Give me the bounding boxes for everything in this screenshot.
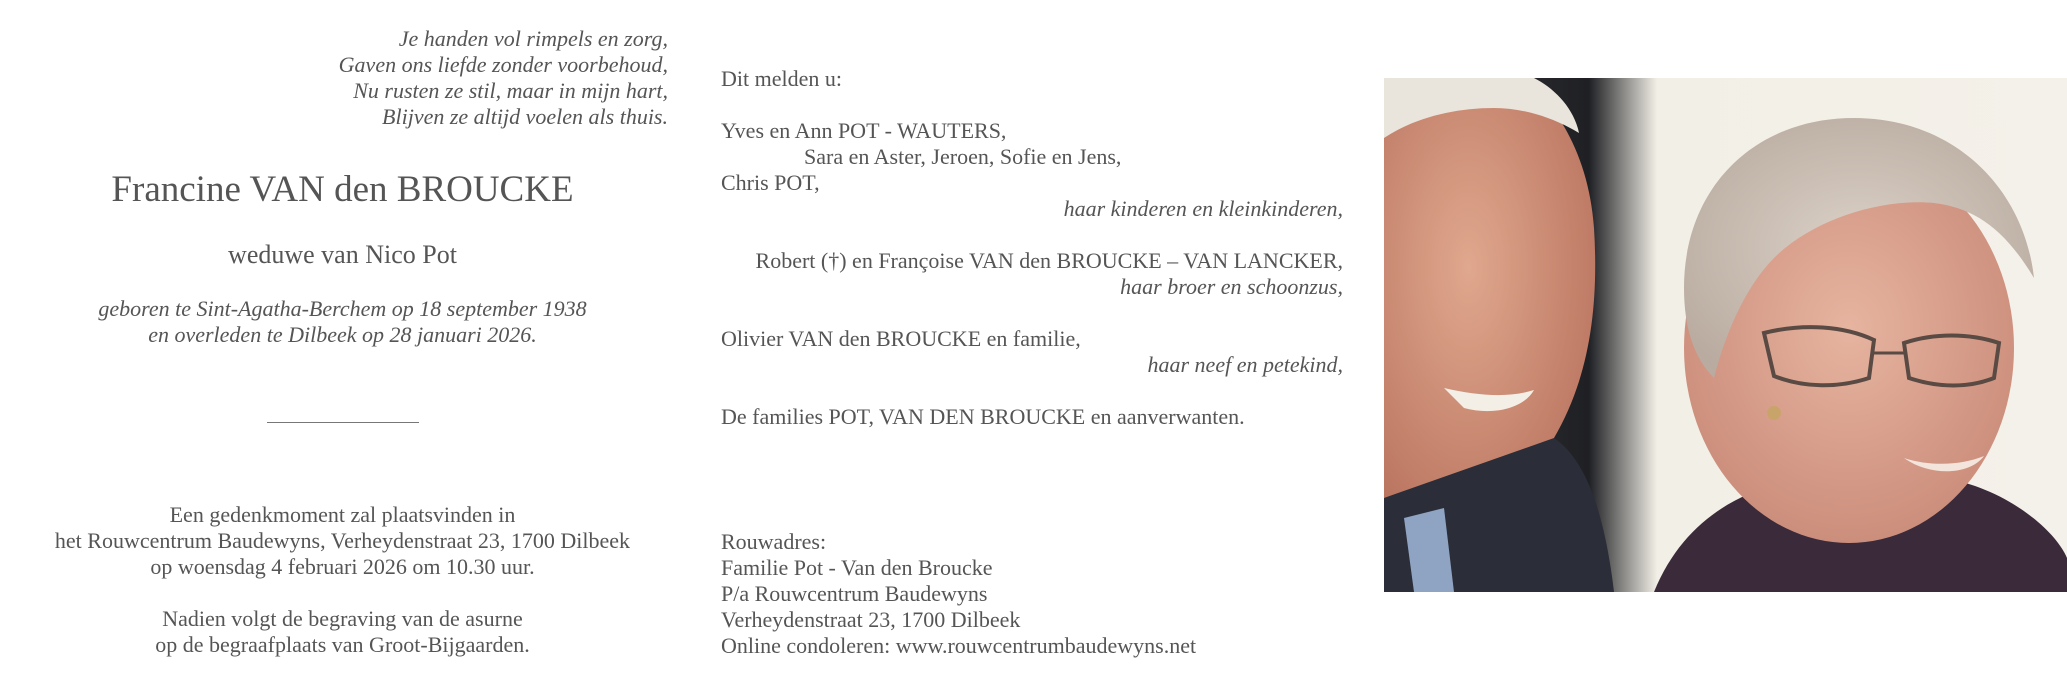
poem-line: Gaven ons liefde zonder voorbehoud,	[338, 52, 668, 77]
ceremony-line: op woensdag 4 februari 2026 om 10.30 uur.	[150, 554, 535, 579]
children-line: Chris POT,	[721, 170, 820, 195]
announcement	[721, 66, 1343, 430]
children-line: Yves en Ann POT - WAUTERS,	[721, 118, 1007, 143]
poem-line: Blijven ze altijd voelen als thuis.	[382, 104, 668, 129]
widow-of: weduwe van Nico Pot	[228, 240, 457, 269]
nephew-role: haar neef en petekind,	[1147, 352, 1343, 377]
poem	[339, 26, 668, 130]
children-role: haar kinderen en kleinkinderen,	[1063, 196, 1343, 221]
address-line: Verheydenstraat 23, 1700 Dilbeek	[721, 607, 1021, 632]
ceremony-line: het Rouwcentrum Baudewyns, Verheydenstraat 23, 1700 Dilbeek	[54, 528, 631, 553]
ceremony-info	[0, 502, 685, 658]
poem-line: Nu rusten ze stil, maar in mijn hart,	[353, 78, 668, 103]
left-column	[0, 0, 690, 689]
address-line: Rouwadres:	[721, 529, 827, 554]
ceremony-line: Een gedenkmoment zal plaatsvinden in	[169, 502, 516, 527]
nephew-line: Olivier VAN den BROUCKE en familie,	[721, 326, 1081, 351]
portrait-photo	[1384, 78, 2067, 592]
poem-line: Je handen vol rimpels en zorg,	[398, 26, 668, 51]
mourning-address	[721, 529, 1343, 659]
address-line: P/a Rouwcentrum Baudewyns	[721, 581, 988, 606]
birth-line: geboren te Sint-Agatha-Berchem op 18 september 1938	[98, 296, 587, 321]
sibling-line: Robert (†) en Françoise VAN den BROUCKE – VAN LANCKER,	[755, 248, 1343, 273]
burial-line: Nadien volgt de begraving van de asurne	[162, 606, 523, 631]
sibling-role: haar broer en schoonzus,	[1120, 274, 1343, 299]
address-line: Familie Pot - Van den Broucke	[721, 555, 993, 580]
announcement-intro: Dit melden u:	[721, 66, 842, 91]
burial-line: op de begraafplaats van Groot-Bijgaarden.	[155, 632, 530, 657]
life-dates	[0, 296, 685, 348]
portrait-illustration	[1384, 78, 2067, 592]
death-line: en overleden te Dilbeek op 28 januari 2026.	[148, 322, 537, 347]
families-line: De families POT, VAN DEN BROUCKE en aanverwanten.	[721, 404, 1245, 429]
divider-line	[267, 422, 419, 423]
middle-column	[721, 0, 1343, 689]
grandchildren-line: Sara en Aster, Jeroen, Sofie en Jens,	[804, 144, 1122, 169]
condolence-link[interactable]: Online condoleren: www.rouwcentrumbaudewyns.net	[721, 633, 1197, 658]
deceased-name: Francine VAN den BROUCKE	[111, 169, 574, 210]
